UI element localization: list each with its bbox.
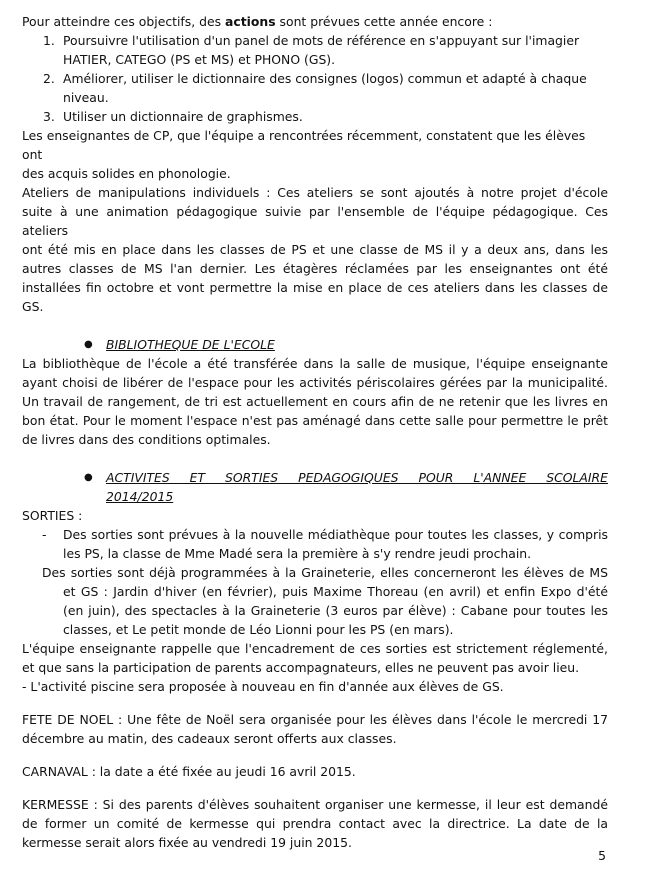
page-number: 5 bbox=[598, 848, 606, 863]
action-item-1: 1. Poursuivre l'utilisation d'un panel de mots de référence en s'appuyant sur l'imagier HATIER, CATEGO (PS et MS) et PHONO (GS). bbox=[43, 33, 580, 67]
encadrement-paragraph: L'équipe enseignante rappelle que l'encadrement de ces sorties est strictement réglementé, et que sans la participation de parents accompagnateurs, elles ne peuvent pas avoir lieu. bbox=[22, 641, 608, 675]
piscine-line: - L'activité piscine sera proposée à nouveau en fin d'année aux élèves de GS. bbox=[22, 679, 504, 694]
bullet-icon: ● bbox=[84, 472, 93, 483]
sorties-label: SORTIES : bbox=[22, 508, 83, 523]
bibliotheque-heading: ● BIBLIOTHEQUE DE L'ECOLE bbox=[84, 337, 275, 352]
bibliotheque-paragraph: La bibliothèque de l'école a été transférée dans la salle de musique, l'équipe enseignante ayant choisi de libérer de l'espace pour les activités périscolaires gérées par la municipalité. Un travail de rangement, de tri est actuellement en cours afin de ne retenir que les livres en bon état. Pour le moment l'espace n'est pas aménagé dans cette salle pour permettre le prêt de livres dans des conditions optimales. bbox=[22, 356, 608, 447]
graineterie-paragraph: Des sorties sont déjà programmées à la Graineterie, elles concerneront les élèves de MS et GS : Jardin d'hiver (en février), puis Maxime Thoreau (en avril) et enfin Expo d'été (en juin), des spectacles à la Graineterie (3 euros par élève) : Cabane pour toutes les classes, et Le petit monde de Léo Lionni pour les PS (en mars). bbox=[42, 565, 608, 637]
mediatheque-item: - Des sorties sont prévues à la nouvelle médiathèque pour toutes les classes, y compris les PS, la classe de Mme Madé sera la première à s'y rendre jeudi prochain. bbox=[42, 527, 608, 561]
carnaval-line: CARNAVAL : la date a été fixée au jeudi 16 avril 2015. bbox=[22, 764, 356, 779]
kermesse-paragraph: KERMESSE : Si des parents d'élèves souhaitent organiser une kermesse, il leur est demandé de former un comité de kermesse qui prendra contact avec la directrice. La date de la kermesse serait alors fixée au vendredi 19 juin 2015. bbox=[22, 797, 608, 850]
action-number: 1. bbox=[43, 33, 55, 48]
ateliers-paragraph: Ateliers de manipulations individuels : Ces ateliers se sont ajoutés à notre projet d'école suite à une animation pédagogique suivie par l'ensemble de l'équipe pédagogique. Ces ateliers ont été mis en place dans les classes de PS et une classe de MS il y a deux ans, dans les autres classes de MS l'an dernier. Les étagères réclamées par les enseignantes ont été installées fin octobre et vont permettre la mise en place de ces ateliers dans les classes de GS. bbox=[22, 185, 608, 314]
actions-bold: actions bbox=[225, 14, 276, 29]
cp-paragraph: Les enseignantes de CP, que l'équipe a rencontrées récemment, constatent que les élèves ont des acquis solides en phonologie. bbox=[22, 128, 586, 181]
action-number: 2. bbox=[43, 71, 55, 86]
action-number: 3. bbox=[43, 109, 55, 124]
bullet-icon: ● bbox=[84, 339, 93, 350]
actions-list bbox=[22, 31, 608, 126]
noel-paragraph: FETE DE NOEL : Une fête de Noël sera organisée pour les élèves dans l'école le mercredi 17 décembre au matin, des cadeaux seront offerts aux classes. bbox=[22, 712, 608, 746]
actions-intro: Pour atteindre ces objectifs, des actions sont prévues cette année encore : bbox=[22, 14, 493, 29]
action-item-3: 3. Utiliser un dictionnaire de graphismes. bbox=[43, 109, 303, 124]
action-item-2: 2. Améliorer, utiliser le dictionnaire des consignes (logos) commun et adapté à chaque niveau. bbox=[43, 71, 587, 105]
document-page bbox=[22, 12, 608, 852]
activites-heading: ● ACTIVITES ET SORTIES PEDAGOGIQUES POUR L'ANNEE SCOLAIRE 2014/2015 bbox=[84, 470, 608, 504]
dash-marker: - bbox=[42, 527, 47, 542]
